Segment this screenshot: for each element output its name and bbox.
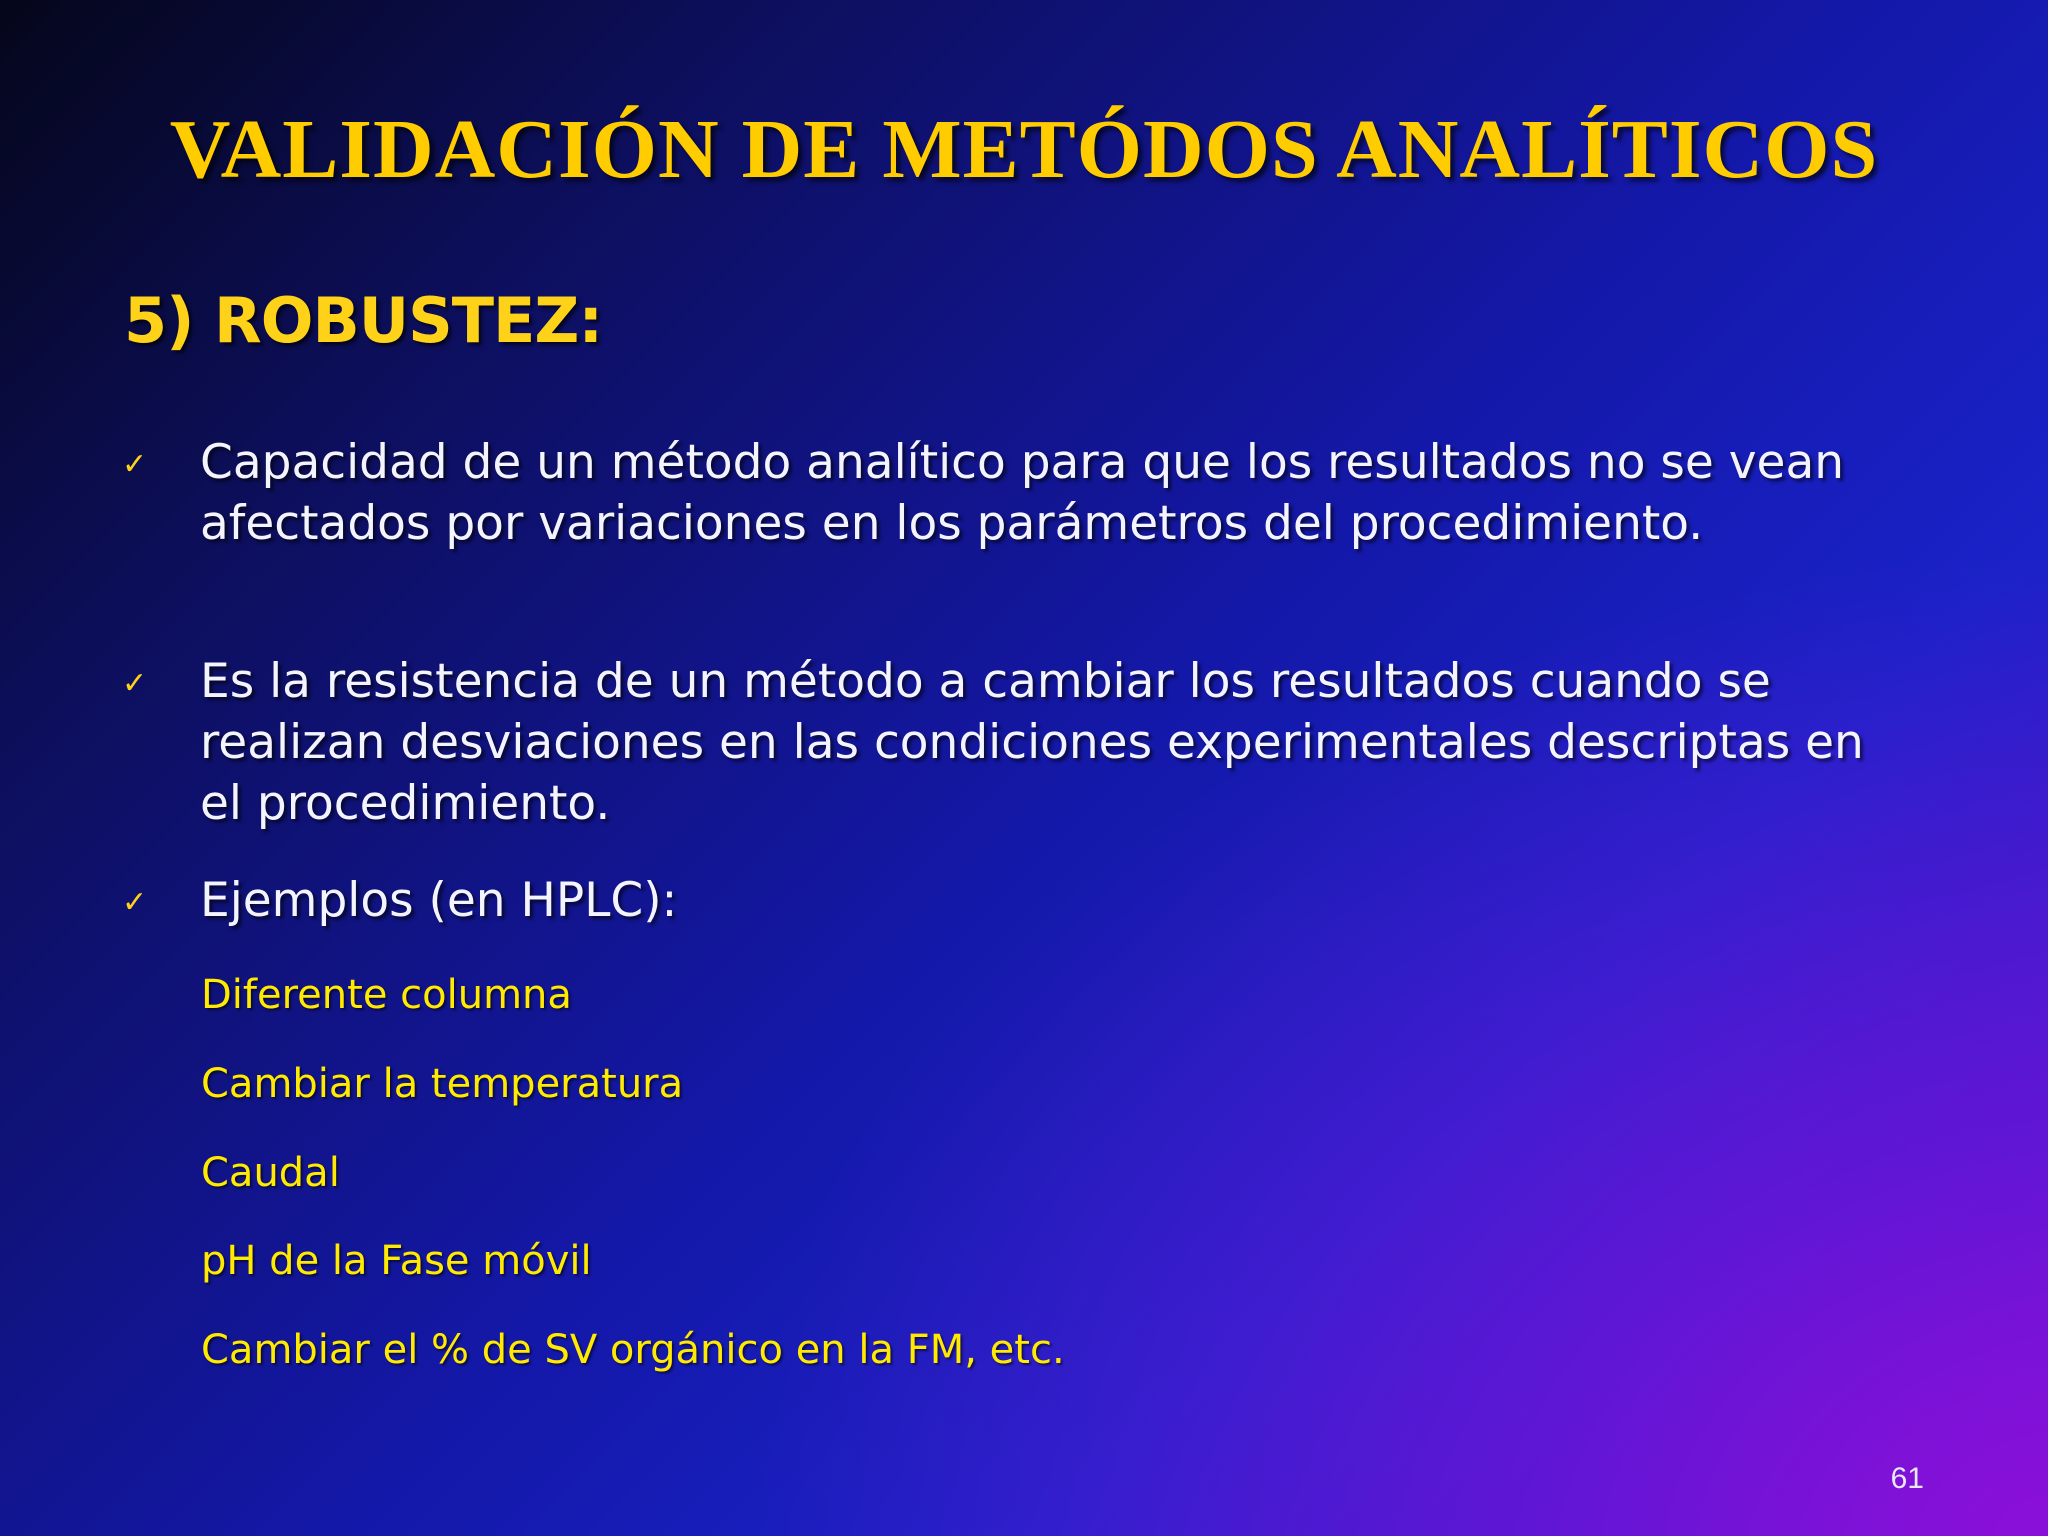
bullet-text: Ejemplos (en HPLC): [200,873,678,928]
page-number: 61 [1890,1462,1924,1495]
example-item: Cambiar la temperatura [201,1061,684,1107]
slide-title: VALIDACIÓN DE METÓDOS ANALÍTICOS [169,103,1879,196]
bullet-item-definition [122,432,1902,554]
checkmark-icon: ✓ [122,447,148,482]
bullet-item-examples [122,870,1902,931]
checkmark-icon: ✓ [122,666,148,701]
bullet-item-resistance [122,651,1902,834]
bullet-text: Capacidad de un método analítico para que los resultados no se vean afectados por variaciones en los parámetros del procedimiento. [200,435,1845,551]
example-item: Cambiar el % de SV orgánico en la FM, etc. [201,1327,1065,1373]
bullet-text: Es la resistencia de un método a cambiar los resultados cuando se realizan desviaciones en las condiciones experimentales descriptas en el procedimiento. [200,654,1864,831]
example-item: Caudal [201,1150,340,1196]
example-item: pH de la Fase móvil [201,1238,592,1284]
section-heading: 5) ROBUSTEZ: [124,284,603,357]
checkmark-icon: ✓ [122,885,148,920]
example-item: Diferente columna [201,972,572,1018]
